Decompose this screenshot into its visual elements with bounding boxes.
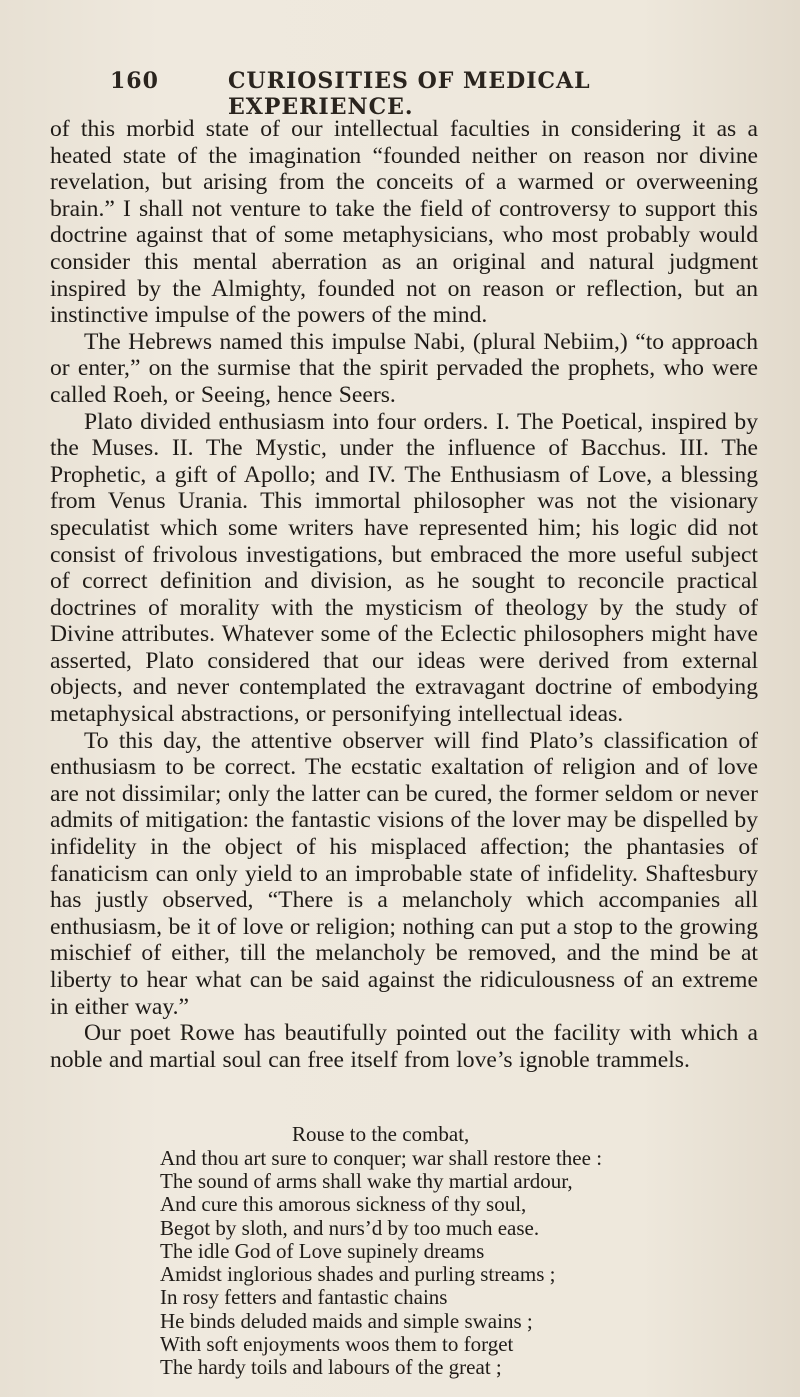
poem-line: Amidst inglorious shades and purling streams ; bbox=[160, 1262, 556, 1287]
poem-line: In rosy fetters and fantastic chains bbox=[160, 1285, 448, 1310]
poem-line: And thou art sure to conquer; war shall restore thee : bbox=[160, 1145, 603, 1170]
paragraph-rowe: Our poet Rowe has beautifully pointed out the facility with which a noble and martial soul can free itself from love’s ignoble trammels. bbox=[50, 1020, 758, 1073]
running-head bbox=[50, 58, 758, 120]
running-title: CURIOSITIES OF MEDICAL EXPERIENCE. bbox=[228, 68, 591, 120]
poem-quotation bbox=[160, 1123, 758, 1379]
poem-line: Begot by sloth, and nurs’d by too much ease. bbox=[160, 1215, 540, 1240]
paragraph-continued: of this morbid state of our intellectual faculties in considering it as a heated state of the imagination “founded neither on reason nor divine revelation, but arising from the conceits of a warmed or overweening brain.” I shall not venture to take the field of controversy to support this doctrine against that of some metaphysicians, who most probably would consider this mental aberration as an original and natural judgment inspired by the Almighty, founded not on reason or reflection, but an instinctive impulse of the powers of the mind. bbox=[50, 116, 758, 329]
poem-line: And cure this amorous sickness of thy soul, bbox=[160, 1192, 527, 1217]
poem-line: With soft enjoyments woos them to forget bbox=[160, 1332, 514, 1357]
poem-line: The sound of arms shall wake thy martial ardour, bbox=[160, 1168, 573, 1193]
poem-line: The idle God of Love supinely dreams bbox=[160, 1238, 485, 1263]
body-text bbox=[50, 116, 758, 1073]
paragraph-hebrews: The Hebrews named this impulse Nabi, (plural Nebiim,) “to approach or enter,” on the surmise that the spirit pervaded the prophets, who were called Roeh, or Seeing, hence Seers. bbox=[50, 328, 758, 408]
page-number: 160 bbox=[110, 68, 159, 94]
poem-line: He binds deluded maids and simple swains ; bbox=[160, 1308, 533, 1333]
poem-line: Rouse to the combat, bbox=[292, 1122, 470, 1147]
paragraph-plato: Plato divided enthusiasm into four orders. I. The Poetical, inspired by the Muses. II. The Mystic, under the influence of Bacchus. III. The Prophetic, a gift of Apollo; and IV. The Enthusiasm of Love, a blessing from Venus Urania. This immortal philosopher was not the visionary speculatist which some writers have represented him; his logic did not consist of frivolous investigations, but embraced the more useful subject of correct definition and division, as he sought to reconcile practical doctrines of morality with the mysticism of theology by the study of Divine attributes. Whatever some of the Eclectic philosophers might have asserted, Plato considered that our ideas were derived from external objects, and never contemplated the extravagant doctrine of embodying metaphysical abstractions, or personifying intellectual ideas. bbox=[50, 408, 758, 728]
paragraph-classification: To this day, the attentive observer will find Plato’s classification of enthusiasm to be correct. The ecstatic exaltation of religion and of love are not dissimilar; only the latter can be cured, the former seldom or never admits of mitigation: the fantastic visions of the lover may be dispelled by infidelity in the object of his misplaced affection; the phantasies of fanaticism can only yield to an improbable state of infidelity. Shaftesbury has justly observed, “There is a melancholy which accompanies all enthusiasm, be it of love or religion; nothing can put a stop to the growing mischief of either, till the melancholy be removed, and the mind be at liberty to hear what can be said against the ridiculousness of an extreme in either way.” bbox=[50, 727, 758, 1020]
poem-line: The hardy toils and labours of the great ; bbox=[160, 1355, 502, 1380]
